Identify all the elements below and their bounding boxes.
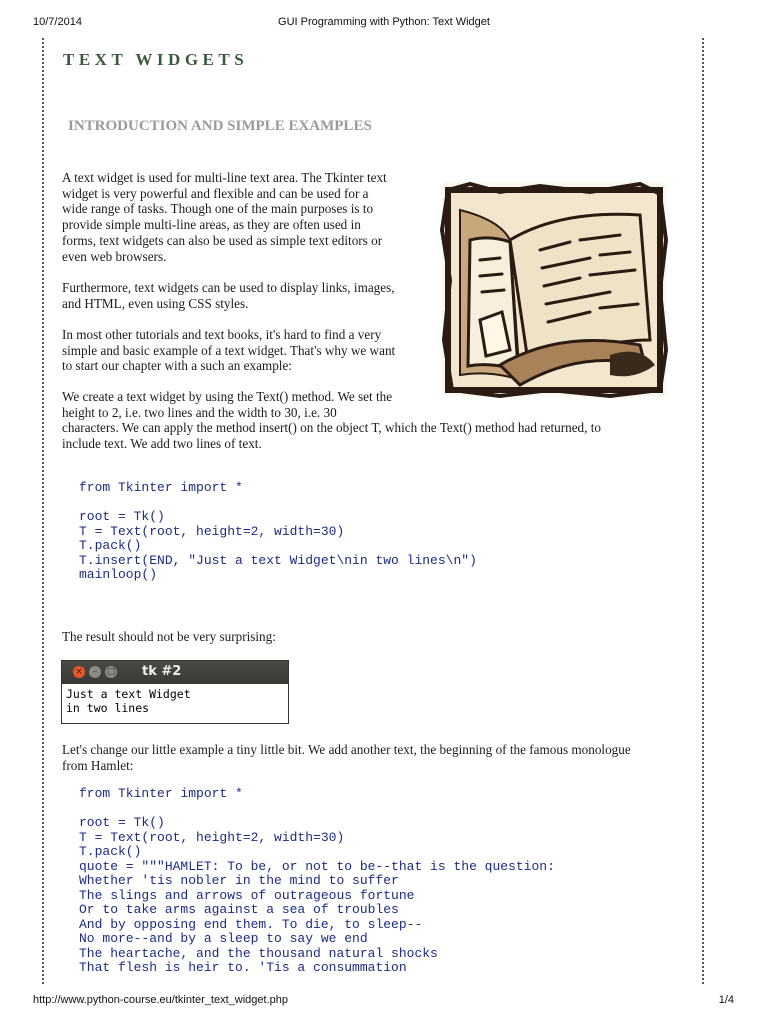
text-line: forms, text widgets can also be used as simple text editors or (62, 232, 383, 248)
tk-window-title: tk #2 (142, 664, 182, 679)
text-line: height to 2, i.e. two lines and the width to 30, i.e. 30 (62, 404, 337, 420)
text-line: A text widget is used for multi-line text area. The Tkinter text (62, 170, 387, 185)
section-heading: INTRODUCTION AND SIMPLE EXAMPLES (68, 118, 372, 134)
tk-titlebar (62, 661, 288, 684)
close-icon: × (73, 666, 85, 678)
text-line: Furthermore, text widgets can be used to display links, images, (62, 280, 395, 295)
explanation-paragraph (62, 389, 662, 452)
text-line: simple and basic example of a text widget. That's why we want (62, 342, 396, 358)
hamlet-intro-paragraph (62, 742, 682, 773)
text-line: and HTML, even using CSS styles. (62, 295, 249, 311)
print-page-number: 1/4 (718, 994, 734, 1006)
minimize-icon: – (89, 666, 101, 678)
print-page-title: GUI Programming with Python: Text Widget (278, 16, 490, 28)
result-paragraph: The result should not be very surprising: (62, 629, 276, 644)
text-line: Let's change our little example a tiny little bit. We add another text, the beginning of the famous monologue (62, 742, 631, 757)
open-book-illustration-icon (440, 180, 668, 398)
text-line: In most other tutorials and text books, it's hard to find a very (62, 327, 382, 342)
page-heading: TEXT WIDGETS (63, 50, 249, 69)
text-line: include text. We add two lines of text. (62, 436, 262, 452)
tk-window-screenshot (61, 660, 289, 724)
text-line: to start our chapter with a such an example: (62, 358, 292, 374)
code-example-1: from Tkinter import * root = Tk() T = Text(root, height=2, width=30) T.pack() T.insert(END, "Just a text Widget\nin two lines\n") mainloop() (79, 480, 477, 582)
maximize-icon: □ (106, 667, 116, 677)
text-line: characters. We can apply the method insert() on the object T, which the Text() method had returned, to (62, 420, 602, 436)
text-line: wide range of tasks. Though one of the main purposes is to (62, 201, 374, 217)
print-url: http://www.python-course.eu/tkinter_text_widget.php (33, 994, 288, 1006)
right-dotted-border (702, 38, 704, 984)
motivation-paragraph (62, 327, 422, 374)
print-date: 10/7/2014 (33, 16, 82, 28)
text-line: widget is very powerful and flexible and can be used for a (62, 185, 369, 201)
text-line: provide simple multi-line areas, as they are often used in (62, 217, 361, 233)
text-line: We create a text widget by using the Text() method. We set the (62, 389, 393, 404)
code-example-2: from Tkinter import * root = Tk() T = Text(root, height=2, width=30) T.pack() quote = """HAMLET: To be, or not to be--that is the question: Whether 'tis nobler in the mind to suffer The slings and arrows of outrageous fortune Or to take arms against a sea of troubles And by opposing end them. To die, to sleep-- No more--and by a sleep to say we end The heartache, and the thousand natural shocks That flesh is heir to. 'Tis a consummation (79, 786, 555, 975)
text-line: even web browsers. (62, 248, 167, 264)
intro-paragraph (62, 170, 422, 264)
features-paragraph (62, 280, 422, 311)
tk-text-content: Just a text Widget in two lines (66, 687, 191, 715)
text-line: from Hamlet: (62, 757, 134, 773)
left-dotted-border (42, 38, 44, 984)
